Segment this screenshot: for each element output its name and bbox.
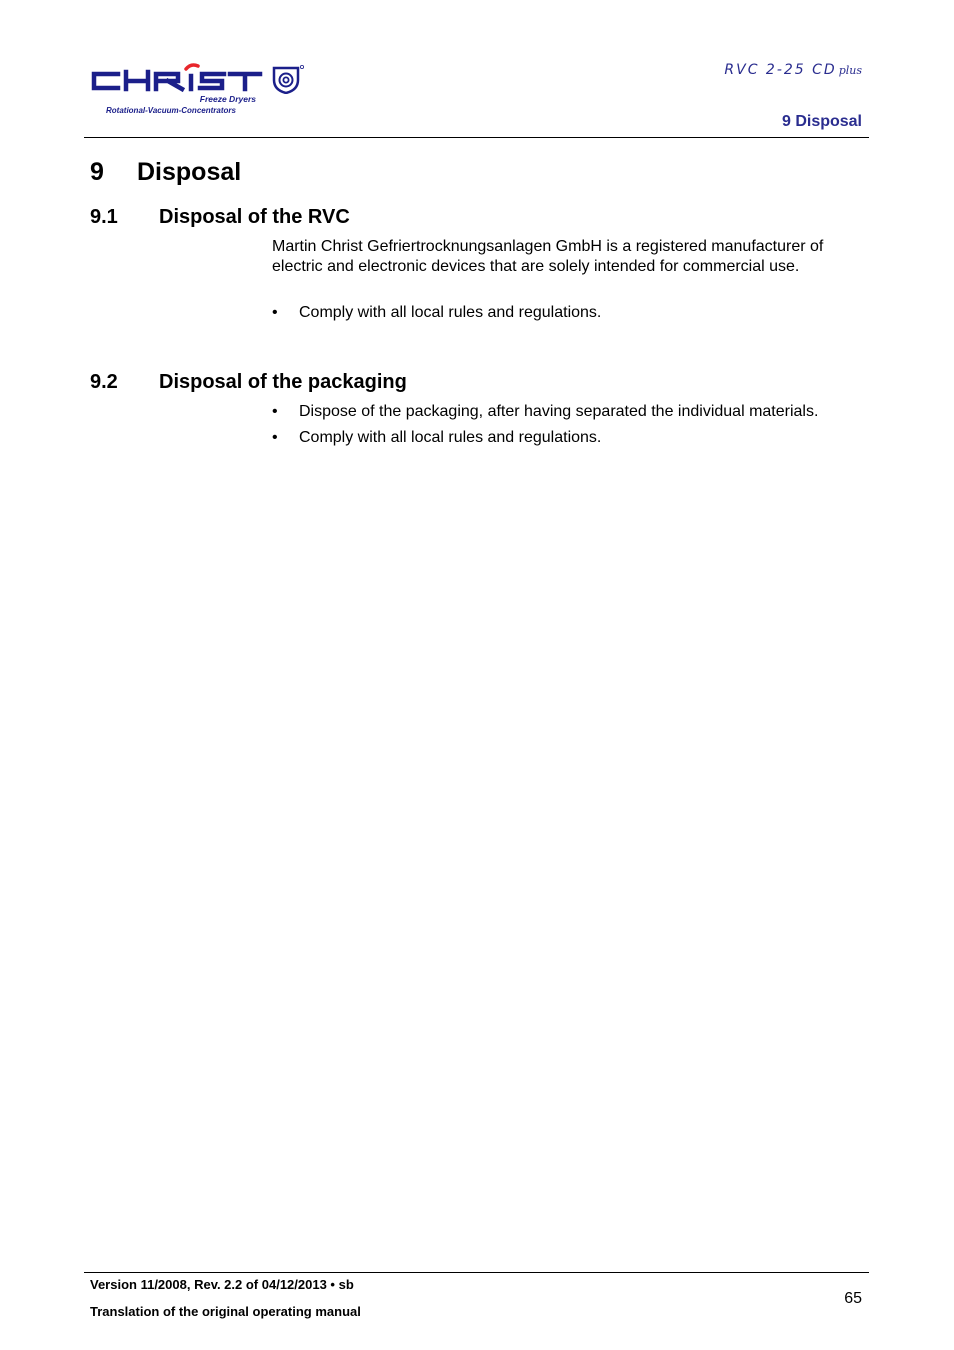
bullet-list-9-2	[272, 402, 872, 454]
chapter-number: 9	[90, 158, 104, 186]
section-paragraph: Martin Christ Gefriertrocknungsanlagen GmbH is a registered manufacturer of electric and electronic devices that are solely intended for commercial use.	[272, 238, 824, 275]
section-heading-9-1	[90, 206, 350, 229]
chapter-title: Disposal	[137, 158, 242, 186]
bullet-list-9-1	[272, 303, 872, 329]
christ-logo	[90, 62, 312, 118]
list-item	[272, 402, 872, 422]
page-number: 65	[844, 1290, 862, 1307]
section-title: Disposal of the RVC	[159, 206, 350, 228]
brand-tagline-rvc: Rotational-Vacuum-Concentrators	[106, 106, 236, 115]
bullet-glyph: •	[272, 304, 278, 321]
list-item	[272, 428, 872, 448]
section-heading-9-2	[90, 371, 407, 394]
christ-wordmark-icon	[90, 62, 312, 94]
section-title: Disposal of the packaging	[159, 371, 407, 393]
section-number: 9.2	[90, 371, 118, 393]
running-header-section: 9 Disposal	[781, 113, 862, 130]
model-name	[724, 62, 862, 78]
bullet-glyph: •	[272, 429, 278, 446]
list-item-text: Dispose of the packaging, after having separated the individual materials.	[299, 403, 819, 420]
footer-version: Version 11/2008, Rev. 2.2 of 04/12/2013 • sb	[90, 1277, 354, 1292]
footer-translation-note: Translation of the original operating manual	[90, 1304, 361, 1319]
list-item	[272, 303, 872, 323]
list-item-text: Comply with all local rules and regulations.	[299, 429, 602, 446]
header-divider	[84, 137, 869, 138]
chapter-heading	[90, 158, 241, 187]
footer-divider	[84, 1272, 869, 1273]
list-item-text: Comply with all local rules and regulations.	[299, 304, 602, 321]
bullet-glyph: •	[272, 403, 278, 420]
section-number: 9.1	[90, 206, 118, 228]
brand-tagline-freeze-dryers: Freeze Dryers	[199, 94, 256, 104]
model-suffix: plus	[838, 64, 862, 77]
model-name-text: RVC 2-25 CD	[724, 62, 837, 78]
